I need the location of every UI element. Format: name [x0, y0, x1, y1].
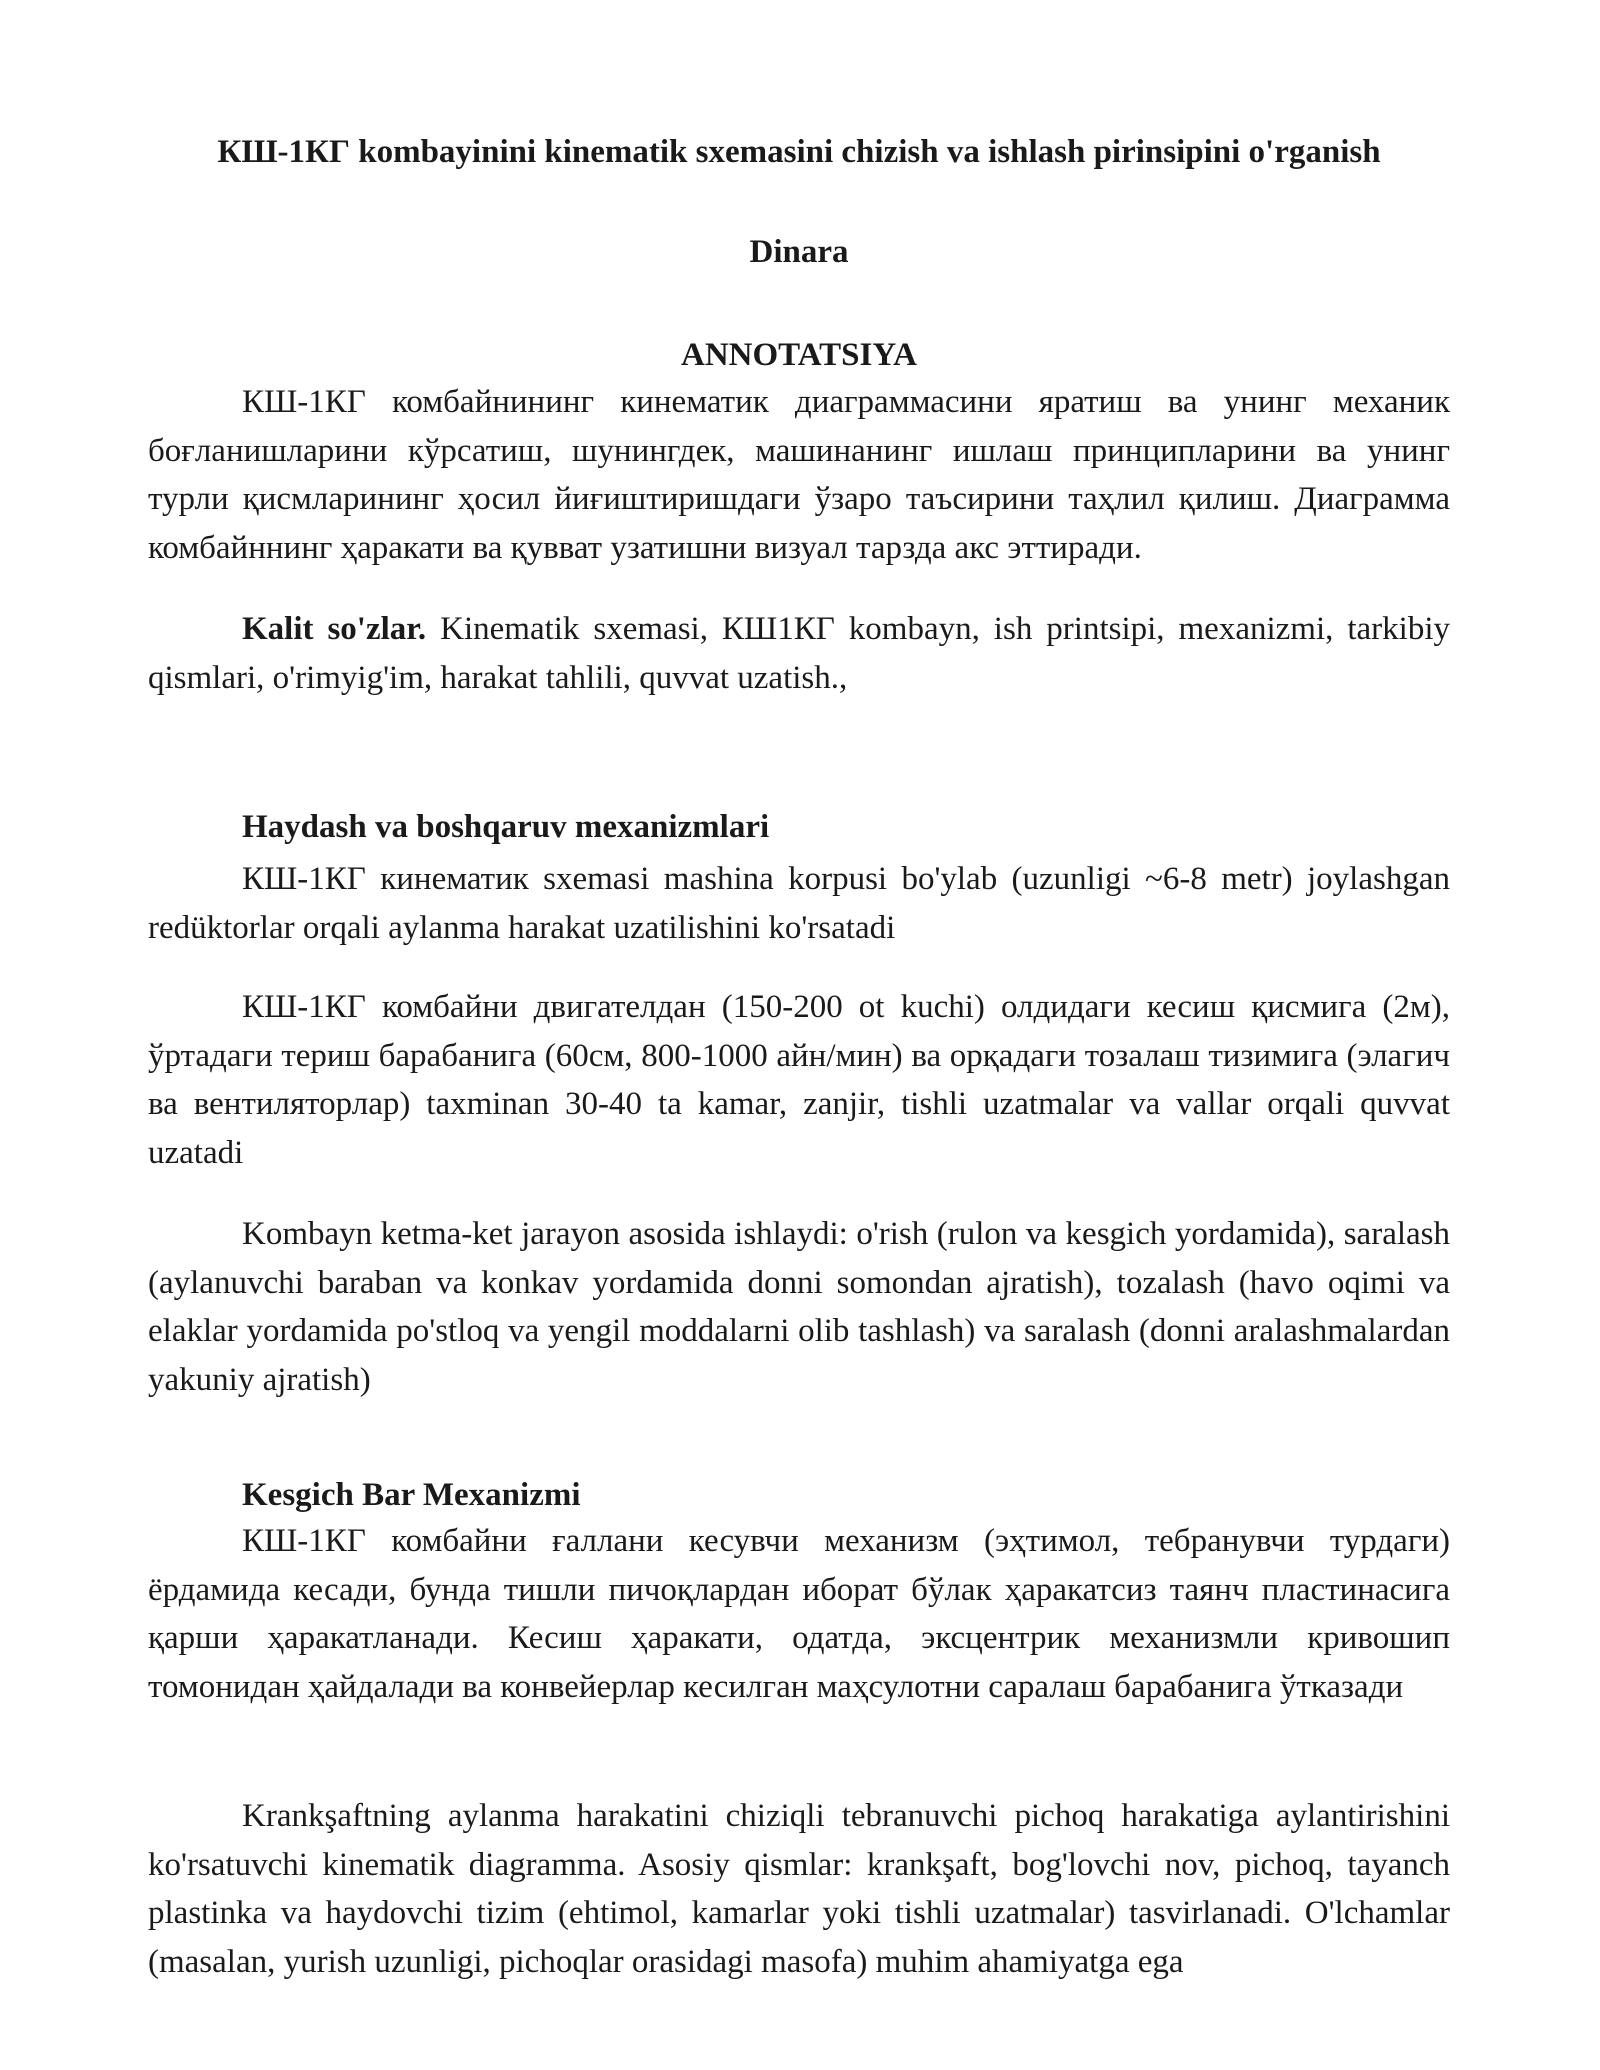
document-title: КШ-1КГ kombayinini kinematik sxemasini chizish va ishlash pirinsipini o'rganish: [217, 134, 1381, 170]
section-heading-drive-mechanisms: Haydash va boshqaruv mexanizmlari: [242, 809, 770, 845]
section-paragraph: Krankşaftning aylanma harakatini chiziqli tebranuvchi pichoq harakatiga aylantirishini ko'rsatuvchi kinematik diagramma. Asosiy qismlar: krankşaft, bog'lovchi nov, pichoq, tayanch plastinka va haydovchi tizim (ehtimol, kamarlar yoki tishli uzatmalar) tasvirlanadi. O'lchamlar (masalan, yurish uzunligi, pichoqlar orasidagi masofa) muhim ahamiyatga ega: [148, 1798, 1450, 1980]
annotation-heading: ANNOTATSIYA: [681, 337, 917, 373]
section-paragraph: КШ-1КГ комбайни двигателдан (150-200 ot kuchi) олдидаги кесиш қисмига (2м), ўртадаги териш барабанига (60см, 800-1000 айн/мин) ва орқадаги тозалаш тизимига (элагич ва вентиляторлар) taxminan 30-40 ta kamar, zanjir, tishli uzatmalar va vallar orqali quvvat uzatadi: [148, 989, 1450, 1171]
keywords-text: Kinematik sxemasi, КШ1КГ kombayn, ish printsipi, mexanizmi, tarkibiy qismlari, o'rimyig'im, harakat tahlili, quvvat uzatish.,: [148, 611, 1450, 696]
keywords-label: Kalit so'zlar.: [242, 611, 427, 647]
section-heading-cutter-bar: Kesgich Bar Mexanizmi: [242, 1477, 581, 1513]
section-paragraph: КШ-1КГ кинематик sxemasi mashina korpusi bo'ylab (uzunligi ~6-8 metr) joylashgan redüktorlar orqali aylanma harakat uzatilishini ko'rsatadi: [148, 861, 1450, 946]
section-paragraph: Kombayn ketma-ket jarayon asosida ishlaydi: o'rish (rulon va kesgich yordamida), saralash (aylanuvchi baraban va konkav yordamida donni somondan ajratish), tozalash (havo oqimi va elaklar yordamida po'stloq va yengil moddalarni olib tashlash) va saralash (donni aralashmalardan yakuniy ajratish): [148, 1216, 1450, 1398]
annotation-text: КШ-1КГ комбайнининг кинематик диаграммасини яратиш ва унинг механик боғланишларини кўрсатиш, шунингдек, машинанинг ишлаш принципларини ва унинг турли қисмларининг ҳосил йиғиштиришдаги ўзаро таъсирини таҳлил қилиш. Диаграмма комбайннинг ҳаракати ва қувват узатишни визуал тарзда акс эттиради.: [148, 384, 1450, 566]
section-paragraph: КШ-1КГ комбайни ғаллани кесувчи механизм (эҳтимол, тебранувчи турдаги) ёрдамида кесади, бунда тишли пичоқлардан иборат бўлак ҳаракатсиз таянч пластинасига қарши ҳаракатланади. Кесиш ҳаракати, одатда, эксцентрик механизмли кривошип томонидан ҳайдалади ва конвейерлар кесилган маҳсулотни саралаш барабанига ўтказади: [148, 1523, 1450, 1705]
author-name: Dinara: [749, 234, 849, 270]
keywords-paragraph: [148, 605, 1450, 702]
